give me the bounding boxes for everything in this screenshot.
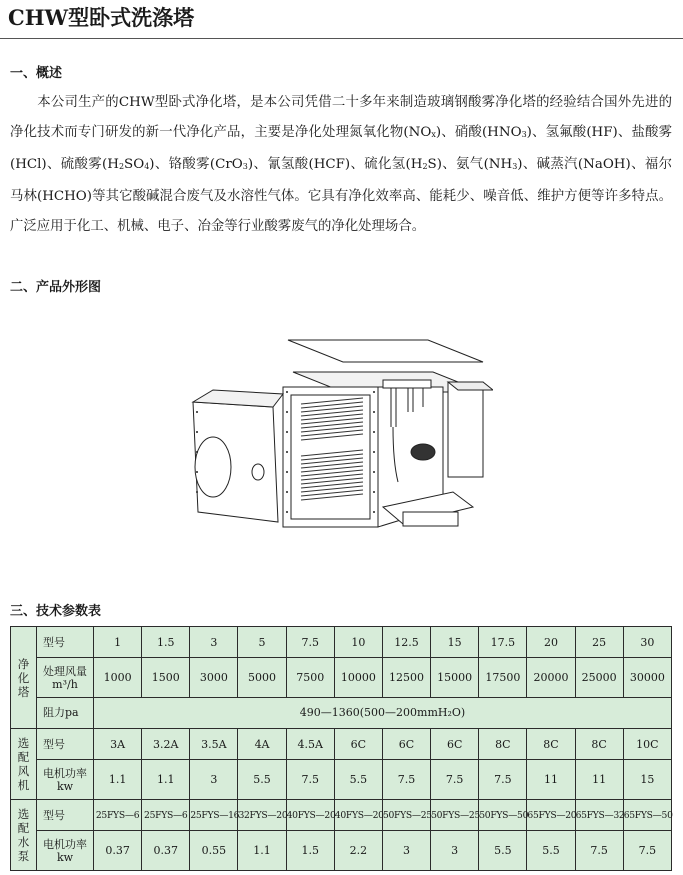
subscript: 2 xyxy=(118,162,125,171)
table-cell: 490—1360(500—200mmH₂O) xyxy=(94,697,672,728)
table-row xyxy=(11,697,672,728)
table-cell: 6C xyxy=(431,729,479,760)
table-cell: 10000 xyxy=(334,658,382,698)
table-cell: 15 xyxy=(623,760,671,800)
table-cell: 8C xyxy=(527,729,575,760)
table-cell: 0.55 xyxy=(190,831,238,871)
table-cell: 7.5 xyxy=(431,760,479,800)
product-outline-diagram xyxy=(183,332,493,552)
table-cell: 8C xyxy=(575,729,623,760)
table-cell: 7.5 xyxy=(382,760,430,800)
table-cell: 1.1 xyxy=(238,831,286,871)
row-label: 电机功率 kw xyxy=(37,831,94,871)
group-label: 选 配 水 泵 xyxy=(11,799,37,870)
table-row xyxy=(11,831,672,871)
title-divider xyxy=(0,38,683,39)
table-cell: 30 xyxy=(623,627,671,658)
table-cell: 5 xyxy=(238,627,286,658)
row-label: 电机功率 kw xyxy=(37,760,94,800)
table-cell: 65FYS—50 xyxy=(623,799,671,830)
subscript: 3 xyxy=(242,162,248,171)
table-row xyxy=(11,799,672,830)
table-cell: 25FYS—6 xyxy=(142,799,190,830)
table-cell: 20 xyxy=(527,627,575,658)
table-row xyxy=(11,760,672,800)
paragraph-text: )、铬酸雾(CrO xyxy=(149,157,243,172)
page-title: CHW型卧式洗涤塔 xyxy=(8,5,195,30)
table-cell: 25 xyxy=(575,627,623,658)
paragraph-text: SO xyxy=(124,157,145,172)
table-cell: 3 xyxy=(190,627,238,658)
section-heading-params: 三、技术参数表 xyxy=(10,604,102,619)
table-cell: 4.5A xyxy=(286,729,334,760)
paragraph-text: )、氰氢酸(HCF)、硫化氢(H xyxy=(247,157,423,172)
subscript: 4 xyxy=(144,162,150,171)
paragraph-text: 本公司生产的CHW型卧式净化塔，是本公司凭借二十多年来制造玻璃钢酸雾净化塔的经验结合国外先进的净化技术而专门研发的新一代净化产品，主要是净化处理氮氧化物(NO xyxy=(10,95,672,140)
table-cell: 7.5 xyxy=(575,831,623,871)
table-row xyxy=(11,729,672,760)
table-cell: 3 xyxy=(190,760,238,800)
table-row xyxy=(11,627,672,658)
table-cell: 1 xyxy=(94,627,142,658)
table-cell: 50FYS—25 xyxy=(382,799,430,830)
row-label: 型号 xyxy=(37,627,94,658)
table-cell: 17.5 xyxy=(479,627,527,658)
table-cell: 1000 xyxy=(94,658,142,698)
paragraph-text: )、硝酸(HNO xyxy=(435,125,522,140)
group-label: 净 化 塔 xyxy=(11,627,37,729)
table-cell: 1.5 xyxy=(142,627,190,658)
paragraph-text: S)、氨气(NH xyxy=(427,157,513,172)
outlet-duct xyxy=(448,382,483,477)
row-label: 处理风量 m³/h xyxy=(37,658,94,698)
table-cell: 3A xyxy=(94,729,142,760)
table-cell: 6C xyxy=(334,729,382,760)
group-label: 选 配 风 机 xyxy=(11,729,37,800)
table-cell: 12500 xyxy=(382,658,430,698)
tech-params-table xyxy=(10,626,672,871)
table-cell: 30000 xyxy=(623,658,671,698)
table-cell: 32FYS—20 xyxy=(238,799,286,830)
table-cell: 3000 xyxy=(190,658,238,698)
table-cell: 8C xyxy=(479,729,527,760)
table-cell: 40FYS—20 xyxy=(334,799,382,830)
table-cell: 65FYS—20 xyxy=(527,799,575,830)
row-label: 型号 xyxy=(37,799,94,830)
table-cell: 6C xyxy=(382,729,430,760)
table-cell: 7.5 xyxy=(286,627,334,658)
paragraph-text: )、氢氟酸(HF)、盐酸雾(HCl)、硫酸雾(H xyxy=(10,125,673,172)
table-cell: 11 xyxy=(575,760,623,800)
table-cell: 25FYS—16 xyxy=(190,799,238,830)
table-cell: 5.5 xyxy=(238,760,286,800)
table-cell: 1.1 xyxy=(142,760,190,800)
table-cell: 25000 xyxy=(575,658,623,698)
subscript: 3 xyxy=(521,130,527,139)
table-cell: 5000 xyxy=(238,658,286,698)
table-cell: 7500 xyxy=(286,658,334,698)
table-cell: 15 xyxy=(431,627,479,658)
table-cell: 7.5 xyxy=(479,760,527,800)
table-cell: 5.5 xyxy=(527,831,575,871)
table-cell: 17500 xyxy=(479,658,527,698)
subscript: x xyxy=(431,130,436,139)
overview-paragraph xyxy=(10,88,672,242)
table-cell: 25FYS—6 xyxy=(94,799,142,830)
inlet-pipe xyxy=(195,437,231,497)
table-cell: 7.5 xyxy=(286,760,334,800)
table-cell: 4A xyxy=(238,729,286,760)
table-cell: 15000 xyxy=(431,658,479,698)
table-cell: 1.5 xyxy=(286,831,334,871)
table-cell: 50FYS—25 xyxy=(431,799,479,830)
table-cell: 3 xyxy=(431,831,479,871)
table-cell: 12.5 xyxy=(382,627,430,658)
row-label: 阻力pa xyxy=(37,697,94,728)
table-cell: 3 xyxy=(382,831,430,871)
table-cell: 5.5 xyxy=(479,831,527,871)
table-cell: 10 xyxy=(334,627,382,658)
table-cell: 10C xyxy=(623,729,671,760)
subscript: 2 xyxy=(422,162,428,171)
table-cell: 20000 xyxy=(527,658,575,698)
table-cell: 40FYS—20 xyxy=(286,799,334,830)
row-label: 型号 xyxy=(37,729,94,760)
table-cell: 7.5 xyxy=(623,831,671,871)
table-row xyxy=(11,658,672,698)
table-cell: 1500 xyxy=(142,658,190,698)
table-cell: 1.1 xyxy=(94,760,142,800)
table-cell: 3.2A xyxy=(142,729,190,760)
top-lid xyxy=(288,340,483,362)
mist-eliminator xyxy=(411,444,435,460)
table-cell: 50FYS—50 xyxy=(479,799,527,830)
table-cell: 11 xyxy=(527,760,575,800)
subscript: 3 xyxy=(512,162,518,171)
paragraph-text: )、碱蒸汽(NaOH)、福尔马林(HCHO)等其它酸碱混合废气及水溶性气体。它具有净化效率高、能耗少、噪音低、维护方便等许多特点。广泛应用于化工、机械、电子、冶金等行业酸雾废气的净化处理场合。 xyxy=(10,157,672,234)
section-heading-figure: 二、产品外形图 xyxy=(10,280,102,295)
table-cell: 2.2 xyxy=(334,831,382,871)
table-cell: 0.37 xyxy=(142,831,190,871)
table-cell: 0.37 xyxy=(94,831,142,871)
table-cell: 3.5A xyxy=(190,729,238,760)
table-cell: 65FYS—32 xyxy=(575,799,623,830)
section-heading-overview: 一、概述 xyxy=(10,66,63,81)
table-cell: 5.5 xyxy=(334,760,382,800)
